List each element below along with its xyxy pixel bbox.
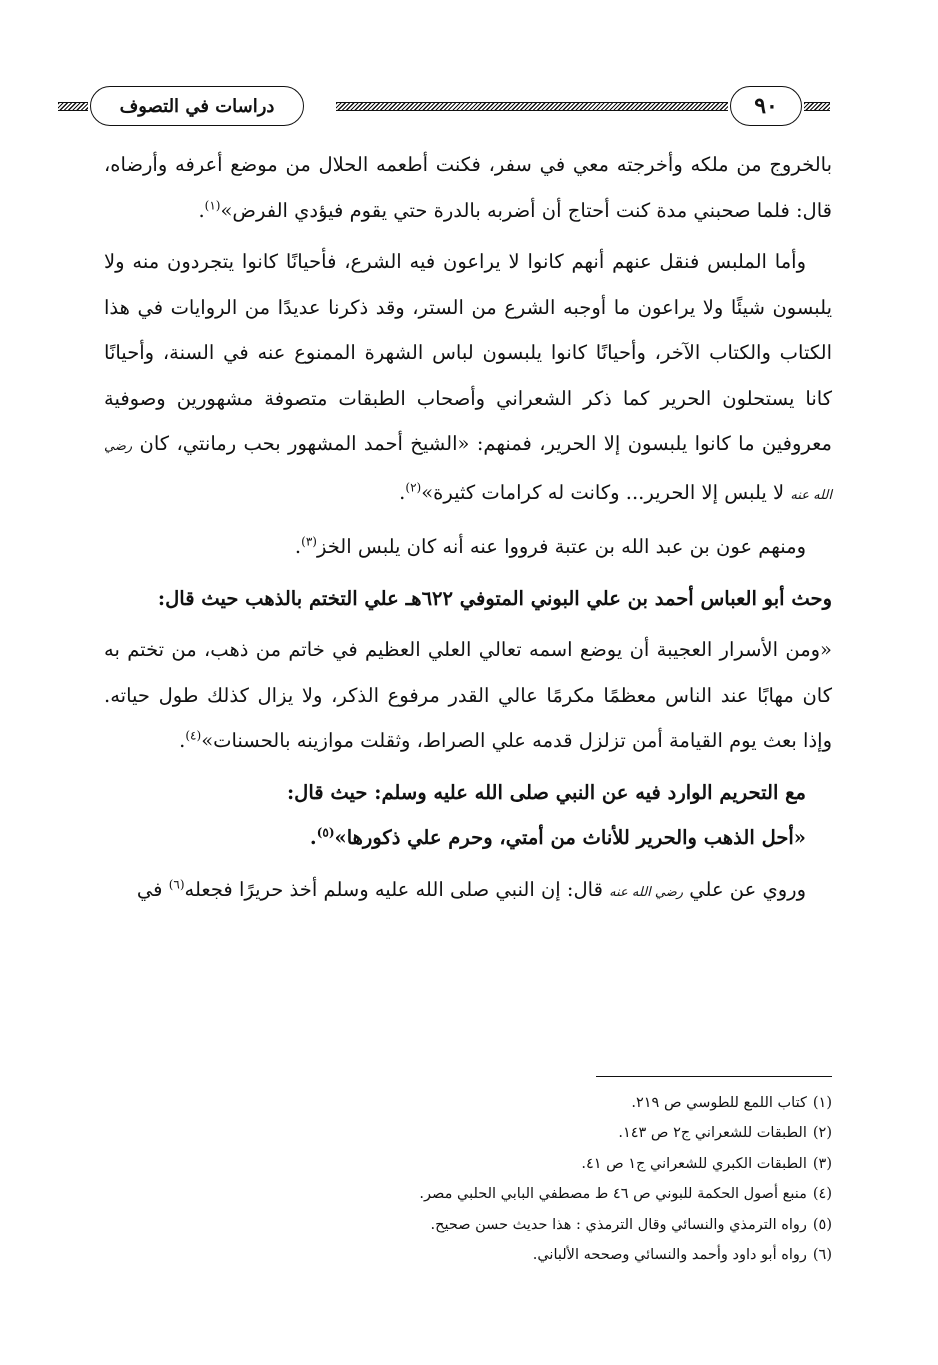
header-ornament-rule [58,102,88,111]
footnote: (٦)رواه أبو داود وأحمد والنسائي وصححه الألباني. [532,1247,832,1264]
footnote-ref[interactable]: (٣) [301,534,317,549]
paragraph-heading: وحث أبو العباس أحمد بن علي البوني المتوفي ٦٢٢هـ علي التختم بالذهب حيث قال: [157,586,832,610]
quotation: «ومن الأسرار العجيبة أن يوضع اسمه تعالي العلي العظيم في خاتم من ذهب، من تختم به كان مهابًا عند الناس معظمًا مكرمًا عالي القدر مرفوع الذكر، ولا يزال كذلك طول حياته. وإذا بعث يوم القيامة أمن تزلزل قدمه علي الصراط، وثقلت موازينه بالحسنات»$^{(٤)}$. [104,638,832,752]
footnote: (٢)الطبقات للشعراني ج٢ ص ١٤٣. [618,1125,832,1142]
honorific-glyph: رضي الله عنه [609,884,684,900]
footnote: (١)كتاب اللمع للطوسي ص ٢١٩. [631,1095,832,1111]
footnotes [104,1088,832,1270]
footnote-separator [596,1076,832,1077]
hadith-quote: «أحل الذهب والحرير للأناث من أمتي، وحرم علي ذكورها»$^{(٥)}$. [309,825,806,849]
page-number-badge [730,86,802,126]
paragraph: وروي عن علي رضي الله عنه قال: إن النبي صلى الله عليه وسلم أخذ حريرًا فجعله$^{(٦)}$ في [136,877,806,901]
paragraph: ومنهم عون بن عبد الله بن عتبة فرووا عنه أنه كان يلبس الخز$^{(٣)}$. [294,534,806,558]
book-title-badge [90,86,304,126]
footnote-ref[interactable]: (٤) [185,728,202,743]
page-number: ٩٠ [754,93,778,119]
honorific-glyph: رضي الله عنه [104,439,832,503]
footnote-ref[interactable]: (١) [204,198,221,212]
footnote: (٤)منبع أصول الحكمة للبوني ص ٤٦ ط مصطفي البابي الحلبي مصر. [419,1186,832,1203]
paragraph-heading: مع التحريم الوارد فيه عن النبي صلى الله عليه وسلم: حيث قال: [286,780,806,804]
paragraph: بالخروج من ملكه وأخرجته معي في سفر، فكنت أطعمه الحلال من موضع أعرفه وأرضاه، قال: فلما صحبني مدة كنت أحتاج أن أضربه بالدرة حتي يقوم فيؤدي الفرض»$^{(١)}$. [104,153,832,222]
running-header [58,84,830,128]
footnote: (٣)الطبقات الكبري للشعراني ج١ ص ٤١. [581,1155,832,1172]
header-ornament-rule [336,102,728,111]
footnote-ref[interactable]: (٢) [405,480,422,494]
main-text [104,142,832,921]
header-ornament-rule [804,102,830,111]
footnote-ref[interactable]: (٥) [316,825,335,840]
book-title: دراسات في التصوف [119,95,275,117]
paragraph: وأما الملبس فنقل عنهم أنهم كانوا لا يراعون فيه الشرع، فأحيانًا كانوا يتجردون منه ولا يلبسون شيئًا ولا يراعون ما أوجبه الشرع من الستر، وقد ذكرنا عديدًا من الروايات في هذا الكتاب والكتاب الآخر، وأحيانًا كانوا يلبسون لباس الشهرة الممنوع عنه في السنة، وأحيانًا كانا يستحلون الحرير كما ذكر الشعراني وأصحاب الطبقات متصوفة مشهورين وصوفية معروفين ما كانوا يلبسون إلا الحرير، فمنهم: «الشيخ أحمد المشهور بحب رمانتي، كان رضي الله عنه لا يلبس إلا الحرير... وكانت له كرامات كثيرة»$^{(٢)}$. [104,250,832,504]
footnote-ref[interactable]: (٦) [168,877,185,891]
footnote: (٥)رواه الترمذي والنسائي وقال الترمذي : هذا حديث حسن صحيح. [430,1216,832,1233]
